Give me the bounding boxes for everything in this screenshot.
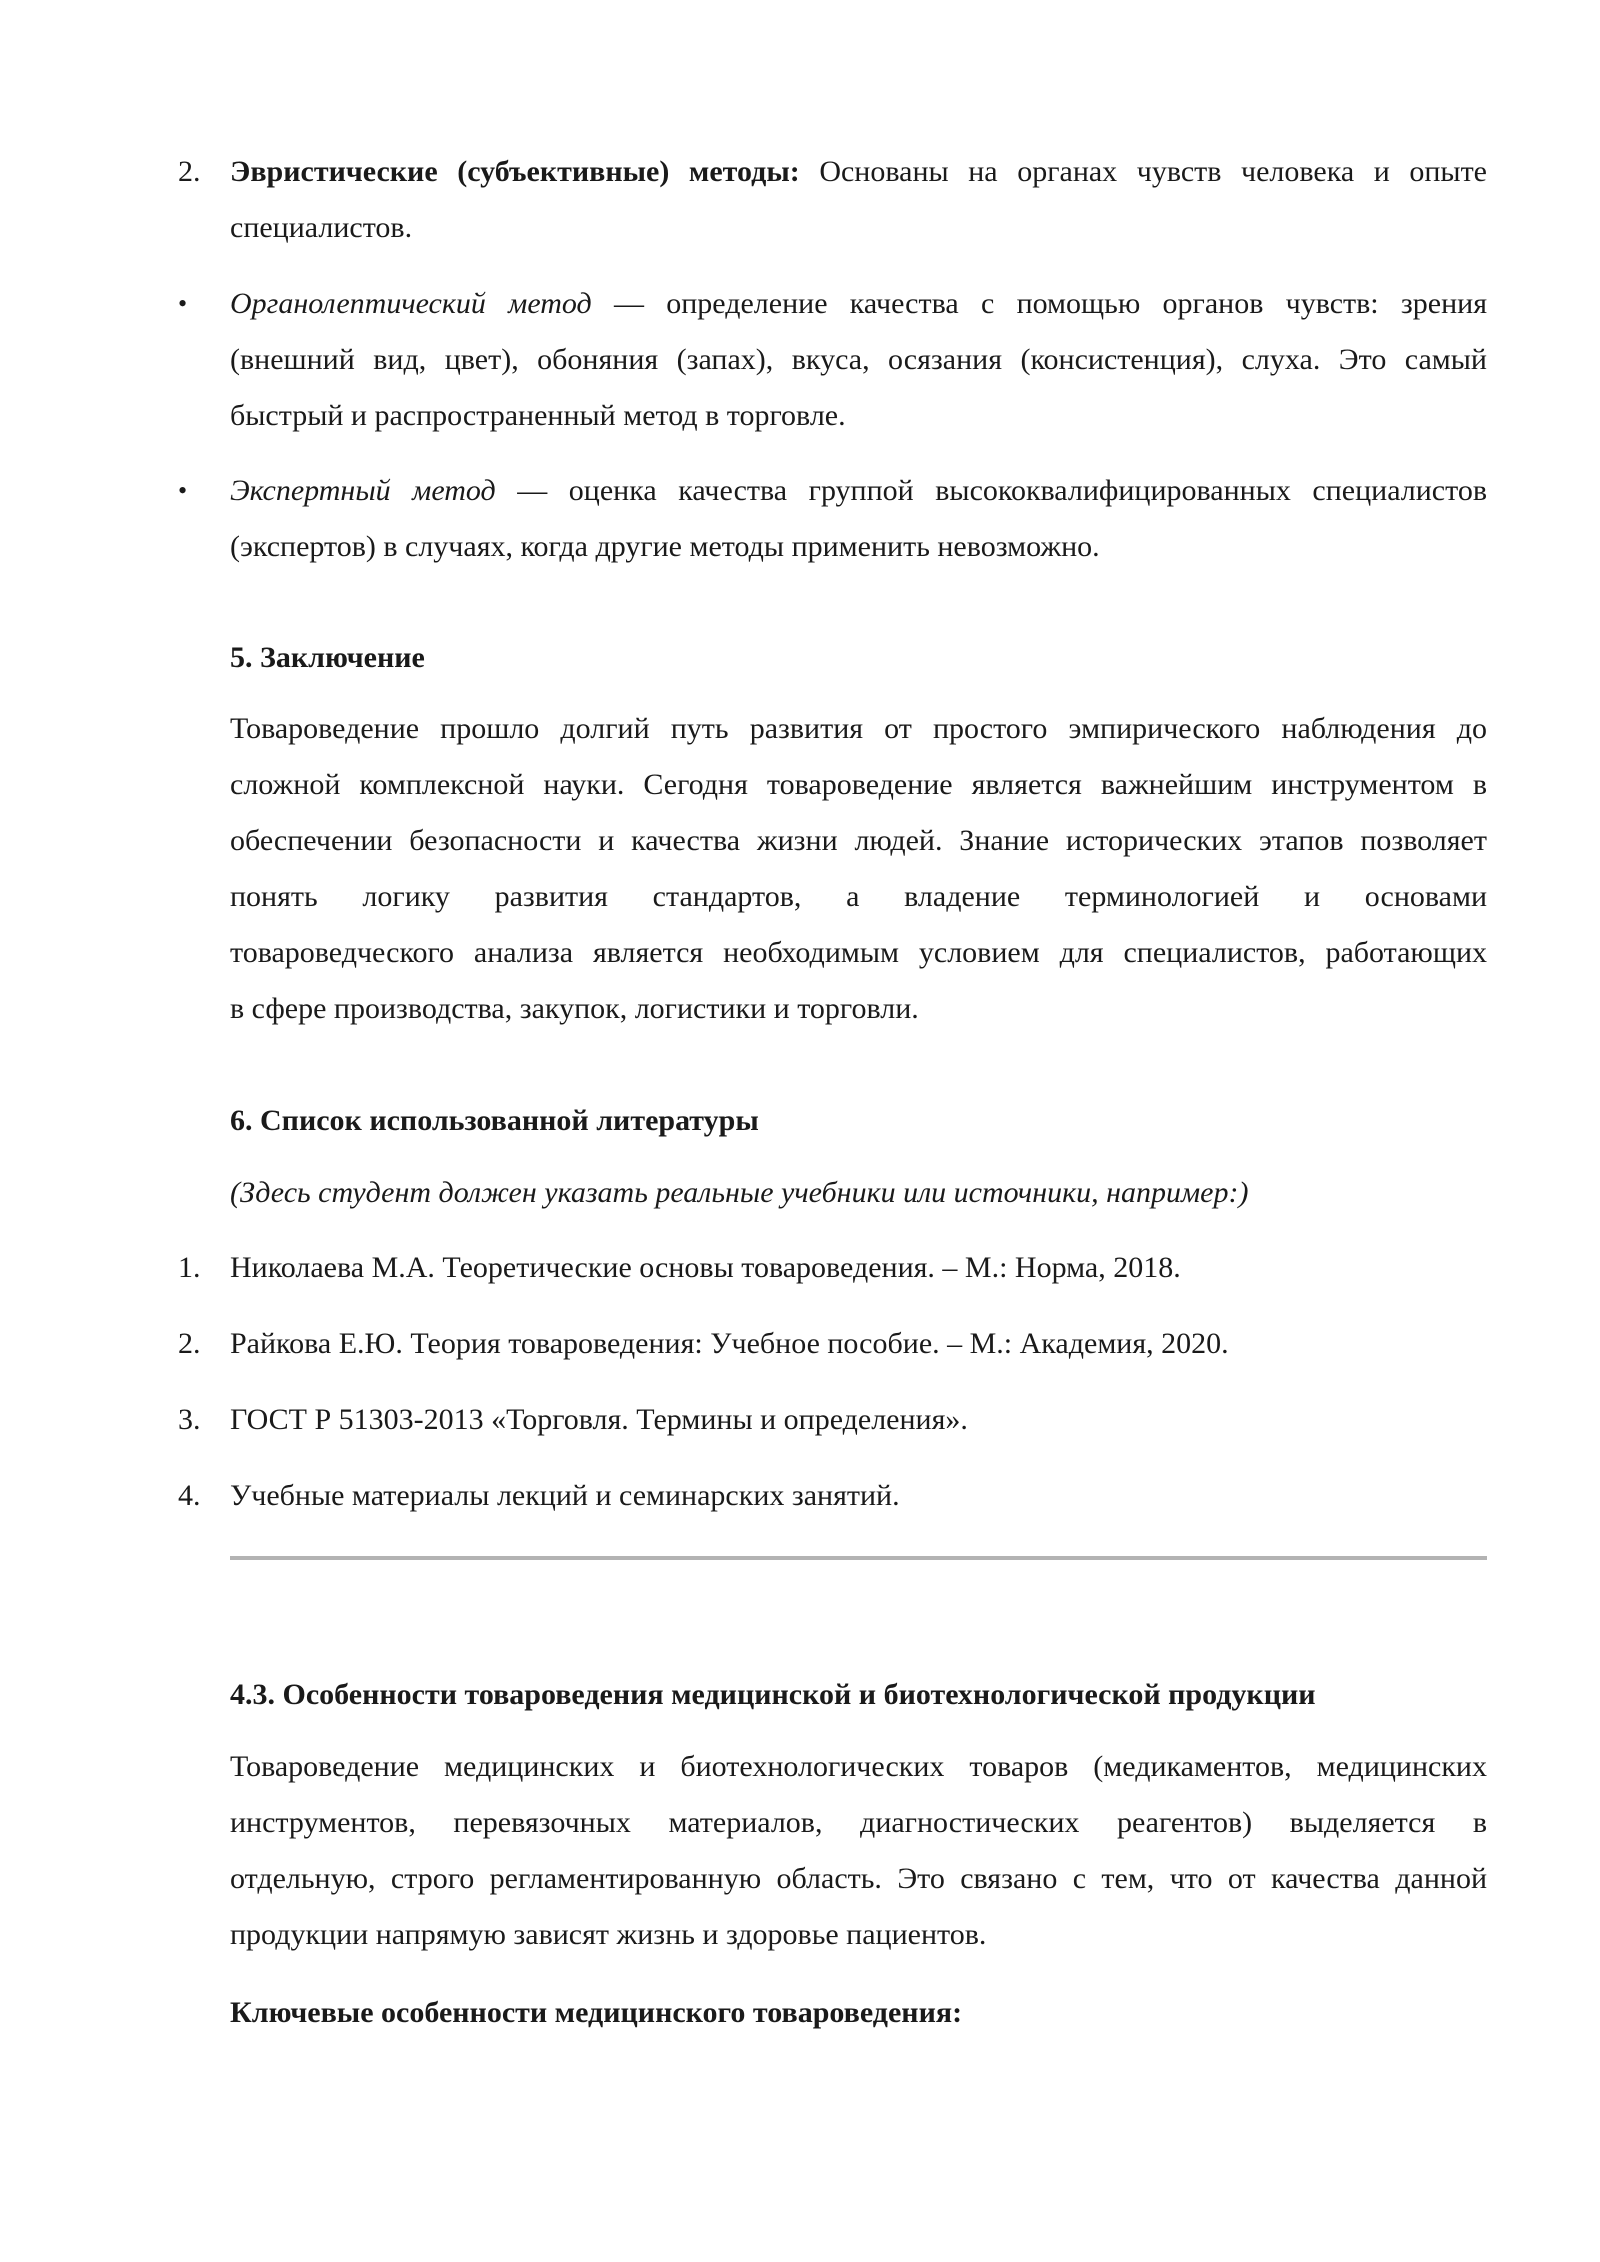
subheading: Ключевые особенности медицинского товароведения:	[230, 1996, 963, 2029]
section-heading: 4.3. Особенности товароведения медицинской и биотехнологической продукции	[230, 1678, 1316, 1711]
reference-item	[178, 1392, 1487, 1448]
bullet-term: Органолептический метод	[230, 287, 592, 320]
reference-text: ГОСТ Р 51303-2013 «Торговля. Термины и определения».	[230, 1403, 968, 1436]
paragraph-line: товароведческого анализа является необходимым условием для специалистов, работающих	[230, 936, 1487, 969]
medical-section	[230, 1667, 1487, 1723]
paragraph-line: Товароведение прошло долгий путь развития от простого эмпирического наблюдения до	[230, 712, 1487, 745]
note-text: (Здесь студент должен указать реальные учебники или источники, например:)	[230, 1176, 1249, 1209]
paragraph-line: инструментов, перевязочных материалов, диагностических реагентов) выделяется в	[230, 1806, 1487, 1839]
conclusion-section	[230, 630, 1487, 686]
references-note	[230, 1165, 1487, 1221]
list-number: 2.	[178, 1327, 201, 1360]
paragraph-line: сложной комплексной науки. Сегодня товароведение является важнейшим инструментом в	[230, 768, 1487, 801]
paragraph-line: Товароведение медицинских и биотехнологических товаров (медикаментов, медицинских	[230, 1750, 1487, 1783]
heuristic-title: Эвристические (субъективные) методы:	[230, 155, 800, 188]
list-number: 4.	[178, 1479, 201, 1512]
medical-paragraph	[230, 1739, 1487, 1963]
list-number: 3.	[178, 1403, 201, 1436]
bullet-line: (экспертов) в случаях, когда другие методы применить невозможно.	[230, 530, 1100, 563]
bullet-icon: •	[178, 289, 188, 318]
medical-subheading	[230, 1985, 1487, 2041]
paragraph-line: отдельную, строго регламентированную область. Это связано с тем, что от качества данной	[230, 1862, 1487, 1895]
bullet-line: — определение качества с помощью органов чувств: зрения	[613, 287, 1487, 320]
references-section	[230, 1093, 1487, 1149]
bullet-organoleptic	[178, 276, 1487, 444]
bullet-line: (внешний вид, цвет), обоняния (запах), вкуса, осязания (консистенция), слуха. Это самый	[230, 343, 1487, 376]
heuristic-text-line1: Основаны на органах чувств человека и опыте	[819, 155, 1487, 188]
heuristic-text-line2: специалистов.	[230, 211, 413, 244]
reference-item	[178, 1240, 1487, 1296]
list-number: 2.	[178, 155, 201, 188]
bullet-expert	[178, 463, 1487, 575]
bullet-line: быстрый и распространенный метод в торговле.	[230, 399, 846, 432]
section-heading: 6. Список использованной литературы	[230, 1104, 759, 1137]
bullet-term: Экспертный метод	[230, 474, 496, 507]
conclusion-paragraph	[230, 701, 1487, 1037]
reference-text: Николаева М.А. Теоретические основы товароведения. – М.: Норма, 2018.	[230, 1251, 1181, 1284]
reference-text: Учебные материалы лекций и семинарских занятий.	[230, 1479, 900, 1512]
horizontal-divider	[230, 1556, 1487, 1560]
bullet-line: — оценка качества группой высококвалифицированных специалистов	[517, 474, 1487, 507]
paragraph-line: в сфере производства, закупок, логистики и торговли.	[230, 992, 919, 1025]
paragraph-line: обеспечении безопасности и качества жизни людей. Знание исторических этапов позволяет	[230, 824, 1487, 857]
reference-item	[178, 1468, 1487, 1524]
paragraph-line: понять логику развития стандартов, а владение терминологией и основами	[230, 880, 1487, 913]
bullet-icon: •	[178, 476, 188, 505]
paragraph-line: продукции напрямую зависят жизнь и здоровье пациентов.	[230, 1918, 987, 1951]
reference-text: Райкова Е.Ю. Теория товароведения: Учебное пособие. – М.: Академия, 2020.	[230, 1327, 1229, 1360]
heuristic-methods-item	[178, 144, 1487, 256]
section-heading: 5. Заключение	[230, 641, 425, 674]
reference-item	[178, 1316, 1487, 1372]
list-number: 1.	[178, 1251, 201, 1284]
